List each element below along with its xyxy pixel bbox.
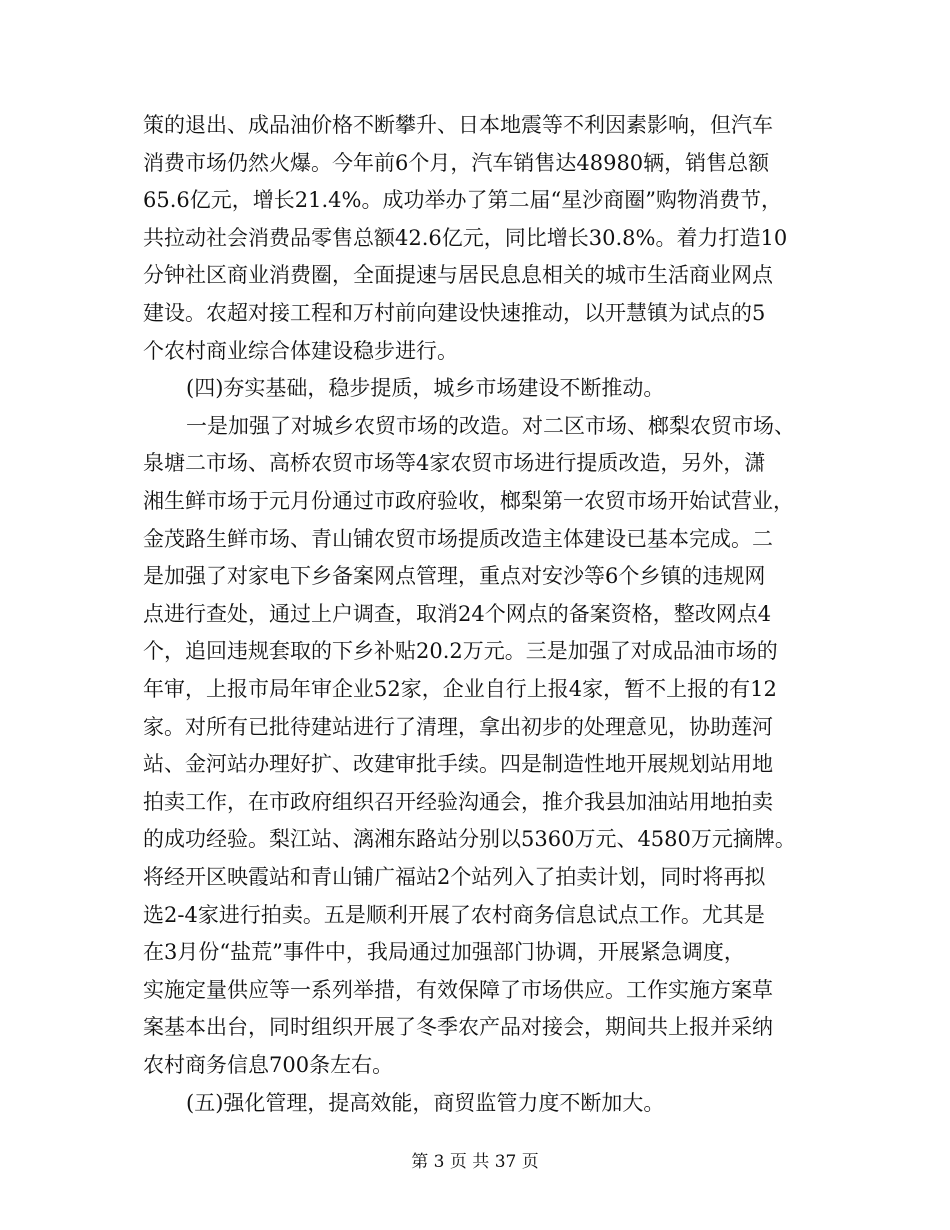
text-line: 的成功经验。梨江站、漓湘东路站分别以5360万元、4580万元摘牌。 <box>143 827 796 851</box>
text-line: 站、金河站办理好扩、改建审批手续。四是制造性地开展规划站用地 <box>143 752 773 776</box>
section-heading: (四)夯实基础，稳步提质，城乡市场建设不断推动。 <box>186 376 665 400</box>
text-line: 点进行查处，通过上户调查，取消24个网点的备案资格，整改网点4 <box>143 602 772 626</box>
text-line: 金茂路生鲜市场、青山铺农贸市场提质改造主体建设已基本完成。二 <box>143 527 773 551</box>
text-line: 将经开区映霞站和青山铺广福站2个站列入了拍卖计划，同时将再拟 <box>143 865 766 889</box>
text-line: 年审，上报市局年审企业52家，企业自行上报4家，暂不上报的有12 <box>143 677 777 701</box>
text-line: 在3月份“盐荒”事件中，我局通过加强部门协调，开展紧急调度， <box>143 940 745 964</box>
page-number-footer: 第 3 页 共 37 页 <box>411 1152 539 1172</box>
section-heading: (五)强化管理，提高效能，商贸监管力度不断加大。 <box>186 1091 665 1115</box>
text-line: 农村商务信息700条左右。 <box>143 1053 394 1077</box>
text-line: 共拉动社会消费品零售总额42.6亿元，同比增长30.8%。着力打造10 <box>143 226 788 250</box>
text-line: 案基本出台，同时组织开展了冬季农产品对接会，期间共上报并采纳 <box>143 1015 773 1039</box>
text-line: 泉塘二市场、高桥农贸市场等4家农贸市场进行提质改造，另外，潇 <box>143 451 766 475</box>
text-line: 策的退出、成品油价格不断攀升、日本地震等不利因素影响，但汽车 <box>143 113 773 137</box>
text-line: 实施定量供应等一系列举措，有效保障了市场供应。工作实施方案草 <box>143 978 773 1002</box>
text-line: 拍卖工作，在市政府组织召开经验沟通会，推介我县加油站用地拍卖 <box>143 790 773 814</box>
text-line: 家。对所有已批待建站进行了清理，拿出初步的处理意见，协助莲河 <box>143 715 773 739</box>
text-line: 个农村商业综合体建设稳步进行。 <box>143 339 458 363</box>
text-line: 65.6亿元，增长21.4%。成功举办了第二届“星沙商圈”购物消费节， <box>143 188 782 212</box>
text-line: 个，追回违规套取的下乡补贴20.2万元。三是加强了对成品油市场的 <box>143 639 778 663</box>
text-line: 选2-4家进行拍卖。五是顺利开展了农村商务信息试点工作。尤其是 <box>143 903 765 927</box>
text-line: 湘生鲜市场于元月份通过市政府验收，榔梨第一农贸市场开始试营业， <box>143 489 794 513</box>
text-line: 建设。农超对接工程和万村前向建设快速推动，以开慧镇为试点的5 <box>143 301 766 325</box>
text-line: 是加强了对家电下乡备案网点管理，重点对安沙等6个乡镇的违规网 <box>143 564 766 588</box>
text-line: 分钟社区商业消费圈，全面提速与居民息息相关的城市生活商业网点 <box>143 263 773 287</box>
paragraph-start-line: 一是加强了对城乡农贸市场的改造。对二区市场、榔梨农贸市场、 <box>186 414 795 438</box>
text-line: 消费市场仍然火爆。今年前6个月，汽车销售达48980辆，销售总额 <box>143 151 770 175</box>
